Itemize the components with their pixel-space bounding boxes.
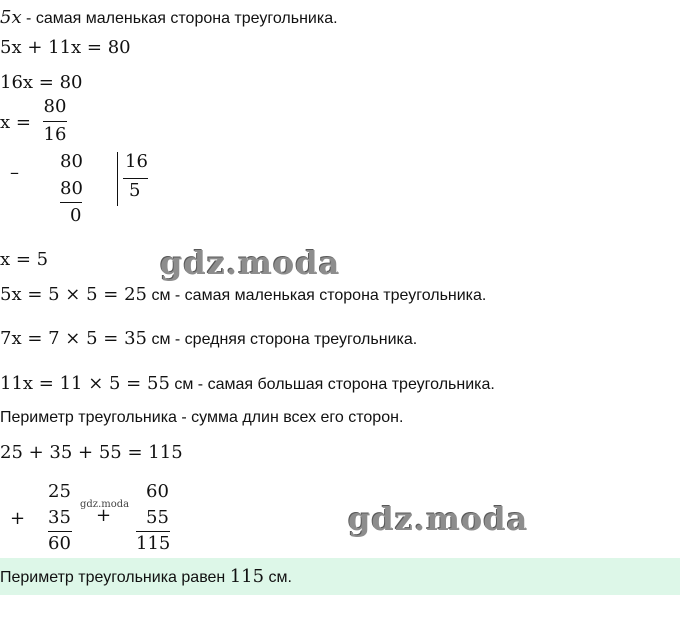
math-smallest: 5x = 5 × 5 = 25 xyxy=(0,284,147,305)
watermark-logo: gdz.moda xyxy=(160,244,341,282)
equation-16x: 16x = 80 xyxy=(0,72,83,93)
perimeter-definition: Периметр треугольника - сумма длин всех его сторон. xyxy=(0,409,404,426)
division-quotient: 5 xyxy=(129,180,141,201)
division-divisor-bar xyxy=(123,178,148,179)
column1-result: 60 xyxy=(48,533,71,554)
column1-addend-b: 35 xyxy=(48,507,71,528)
column2-addend-a: 60 xyxy=(146,481,169,502)
answer-text-after: см. xyxy=(264,569,292,586)
equation-x-fraction-lhs: x = xyxy=(0,112,31,133)
answer-text-before: Периметр треугольника равен xyxy=(0,569,230,586)
fraction-numerator: 80 xyxy=(43,96,67,117)
fraction-bar xyxy=(43,121,67,122)
text-smallest-side: - самая маленькая сторона треугольника. xyxy=(21,10,338,27)
answer-line xyxy=(0,564,292,590)
math-5x: 5x xyxy=(0,7,22,28)
column2-addend-b: 55 xyxy=(146,507,169,528)
watermark-small: gdz.moda xyxy=(80,499,130,510)
line-smallest-side xyxy=(0,282,486,308)
column2-plus: + xyxy=(96,505,112,526)
math-middle: 7x = 7 × 5 = 35 xyxy=(0,328,147,349)
column2-result: 115 xyxy=(136,533,171,554)
line-largest-side xyxy=(0,371,495,397)
division-dividend: 80 xyxy=(60,151,83,172)
text-largest: см - самая большая сторона треугольника. xyxy=(169,376,495,393)
fraction-denominator: 16 xyxy=(43,124,67,145)
math-largest: 11x = 11 × 5 = 55 xyxy=(0,373,170,394)
column1-addend-a: 25 xyxy=(48,481,71,502)
line-smallest-side-def xyxy=(0,5,338,31)
line-middle-side xyxy=(0,326,417,352)
equation-x-equals-5: x = 5 xyxy=(0,249,49,270)
perimeter-sum-equation: 25 + 35 + 55 = 115 xyxy=(0,442,183,463)
text-middle: см - средняя сторона треугольника. xyxy=(147,331,418,348)
column2-bar xyxy=(136,531,170,532)
column1-plus: + xyxy=(10,508,26,529)
division-subtract-bar xyxy=(60,202,82,203)
answer-highlight xyxy=(0,558,680,595)
division-vertical-bar xyxy=(117,152,118,206)
division-divisor: 16 xyxy=(125,151,148,172)
equation-sum: 5x + 11x = 80 xyxy=(0,37,131,58)
column1-bar xyxy=(48,531,72,532)
division-subtrahend: 80 xyxy=(60,178,83,199)
division-remainder: 0 xyxy=(70,205,82,226)
division-minus-sign: – xyxy=(10,162,19,183)
answer-value: 115 xyxy=(229,566,265,587)
text-smallest: см - самая маленькая сторона треугольника. xyxy=(147,287,487,304)
watermark-logo-2: gdz.moda xyxy=(348,500,529,538)
